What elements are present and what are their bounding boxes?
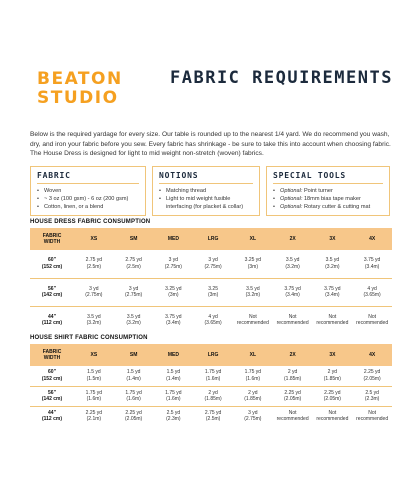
yardage-text: 3.75 yd bbox=[165, 313, 182, 320]
yardage-text: (1.85m) bbox=[204, 396, 222, 402]
yardage-cell bbox=[193, 406, 233, 426]
width-text: (152 cm) bbox=[41, 375, 63, 382]
yardage-cell bbox=[273, 278, 313, 306]
yardage-cell bbox=[154, 306, 194, 334]
yardage-text: 2.25 yd bbox=[363, 369, 381, 376]
yardage-cell bbox=[74, 306, 114, 334]
yardage-text: (2.3m) bbox=[364, 396, 380, 402]
yardage-text: (1.85m) bbox=[323, 375, 341, 382]
fabric-width-cell bbox=[30, 406, 74, 426]
yardage-text: (3.4m) bbox=[325, 292, 340, 298]
yardage-text: (3m) bbox=[207, 292, 219, 298]
yardage-cell bbox=[193, 366, 233, 386]
yardage-cell bbox=[233, 250, 273, 278]
yardage-cell bbox=[233, 306, 273, 334]
yardage-text: 3 yd bbox=[248, 409, 258, 416]
yardage-text: (3m) bbox=[247, 263, 259, 270]
yardage-text: (3.4m) bbox=[166, 320, 181, 327]
tool-name: Point turner bbox=[302, 188, 333, 194]
yardage-text: (3.65m) bbox=[204, 320, 222, 327]
yardage-text: 3 yd bbox=[89, 285, 99, 292]
special-tools-list bbox=[273, 187, 383, 211]
width-text: (112 cm) bbox=[41, 320, 62, 327]
brand-logo bbox=[37, 70, 123, 108]
yardage-text: (2.75m) bbox=[164, 263, 182, 270]
yardage-cell bbox=[193, 306, 233, 334]
tools-item bbox=[273, 187, 383, 195]
width-text: 44" bbox=[48, 313, 56, 320]
yardage-text: (2.5m) bbox=[86, 263, 102, 270]
yardage-text: (3.2m) bbox=[285, 263, 300, 270]
notions-item: • Light to mid weight fusible interfacing (for placket & collar) bbox=[159, 195, 253, 211]
yardage-cell bbox=[154, 250, 194, 278]
width-text: (152 cm) bbox=[41, 263, 63, 270]
yardage-text: (3m) bbox=[168, 292, 179, 298]
notions-box bbox=[152, 166, 260, 216]
yardage-cell bbox=[114, 250, 154, 278]
yardage-text: 3.25 yd bbox=[165, 285, 182, 292]
yardage-text: 4 yd bbox=[367, 285, 377, 292]
brand-line-2: STUDIO bbox=[37, 88, 119, 108]
yardage-text: 3.5 yd bbox=[126, 313, 141, 320]
header-text: WIDTH bbox=[43, 355, 61, 361]
yardage-text: 3.75 yd bbox=[284, 285, 301, 292]
yardage-text: 3.5 yd bbox=[285, 257, 300, 264]
fabric-box bbox=[30, 166, 146, 216]
yardage-text: 2 yd bbox=[327, 369, 338, 376]
yardage-cell bbox=[352, 386, 392, 406]
yardage-text: 3.75 yd bbox=[363, 257, 381, 264]
size-header: 3X bbox=[313, 344, 353, 366]
yardage-text: 2.5 yd bbox=[365, 389, 379, 396]
yardage-text: Not bbox=[288, 409, 297, 416]
size-header: XS bbox=[74, 228, 114, 250]
yardage-text: (1.6m) bbox=[205, 375, 221, 382]
table-header-row bbox=[30, 228, 392, 250]
notions-box-title: NOTIONS bbox=[159, 171, 253, 184]
fabric-width-cell bbox=[30, 250, 74, 278]
yardage-text: Not bbox=[368, 313, 377, 320]
yardage-text: (1.85m) bbox=[284, 375, 302, 382]
size-header: SM bbox=[114, 344, 154, 366]
yardage-cell bbox=[154, 278, 194, 306]
size-header: MED bbox=[154, 228, 194, 250]
yardage-text: (1.4m) bbox=[166, 375, 181, 382]
yardage-text: (2.5m) bbox=[205, 416, 221, 423]
yardage-text: (3.4m) bbox=[364, 263, 380, 270]
yardage-text: 1.5 yd bbox=[126, 369, 141, 376]
yardage-text: Not bbox=[288, 313, 297, 320]
yardage-cell bbox=[193, 278, 233, 306]
size-header: XL bbox=[233, 344, 273, 366]
yardage-text: 1.75 yd bbox=[244, 369, 262, 376]
yardage-cell bbox=[313, 366, 353, 386]
shirt-table-title: HOUSE SHIRT FABRIC CONSUMPTION bbox=[30, 335, 148, 341]
yardage-text: (1.4m) bbox=[126, 375, 141, 382]
yardage-cell bbox=[154, 406, 194, 426]
intro-paragraph: Below is the required yardage for every size. Our table is rounded up to the nearest 1/4 yard. We do recommend you wash, dry, and iron your fabric before you sew. Every fabric has shrinkage - be sure to take this into account when choosing fabric. The House Dress is designed for light to mid weight non-stretch (woven) fabrics. bbox=[30, 131, 391, 158]
yardage-cell bbox=[233, 366, 273, 386]
yardage-text: (2.3m) bbox=[166, 416, 181, 423]
fabric-item: • Cotton, linen, or a blend bbox=[37, 203, 139, 211]
yardage-cell bbox=[313, 278, 353, 306]
yardage-text: Not bbox=[328, 409, 337, 416]
width-text: 60" bbox=[48, 369, 56, 376]
yardage-text: 1.75 yd bbox=[165, 389, 182, 396]
yardage-text: (2.05m) bbox=[284, 396, 302, 402]
yardage-cell bbox=[74, 250, 114, 278]
yardage-cell bbox=[114, 406, 154, 426]
size-header: 4X bbox=[352, 228, 392, 250]
yardage-text: 2 yd bbox=[287, 369, 298, 376]
yardage-cell bbox=[74, 366, 114, 386]
yardage-cell bbox=[352, 406, 392, 426]
yardage-text: 1.5 yd bbox=[166, 369, 181, 376]
yardage-text: 2.25 yd bbox=[85, 409, 103, 416]
width-text: 44" bbox=[48, 409, 56, 416]
yardage-text: recommended bbox=[236, 320, 269, 327]
fabric-box-title: FABRIC bbox=[37, 171, 139, 184]
yardage-text: recommended bbox=[276, 320, 309, 327]
width-text: 60" bbox=[48, 257, 56, 264]
notions-list bbox=[159, 187, 253, 211]
size-header: MED bbox=[154, 344, 194, 366]
yardage-cell bbox=[193, 386, 233, 406]
table-row bbox=[30, 250, 392, 278]
special-tools-box bbox=[266, 166, 390, 216]
yardage-text: (3.2m) bbox=[325, 263, 340, 270]
yardage-cell bbox=[74, 406, 114, 426]
size-header: 4X bbox=[352, 344, 392, 366]
shirt-consumption-table bbox=[30, 344, 392, 426]
yardage-text: (1.85m) bbox=[244, 396, 262, 402]
yardage-text: 3.25 bbox=[208, 285, 218, 292]
yardage-cell bbox=[352, 366, 392, 386]
yardage-text: (1.6m) bbox=[245, 375, 261, 382]
yardage-cell bbox=[154, 386, 194, 406]
dress-table-title: HOUSE DRESS FABRIC CONSUMPTION bbox=[30, 219, 151, 225]
yardage-text: 3.5 yd bbox=[325, 257, 340, 264]
optional-label: Optional: bbox=[280, 188, 303, 194]
table-row bbox=[30, 386, 392, 406]
yardage-cell bbox=[114, 386, 154, 406]
yardage-text: (2.1m) bbox=[86, 416, 102, 423]
yardage-cell bbox=[313, 386, 353, 406]
header-text: FABRIC bbox=[42, 233, 62, 239]
yardage-cell bbox=[273, 306, 313, 334]
yardage-cell bbox=[313, 306, 353, 334]
table-row bbox=[30, 366, 392, 386]
yardage-text: (3.2m) bbox=[86, 320, 102, 327]
yardage-text: (2.75m) bbox=[85, 292, 103, 298]
size-header: 3X bbox=[313, 228, 353, 250]
yardage-text: Not bbox=[368, 409, 377, 416]
yardage-cell bbox=[154, 366, 194, 386]
yardage-text: 2.25 yd bbox=[125, 409, 142, 416]
header-text: FABRIC bbox=[42, 349, 62, 355]
yardage-text: (3.2m) bbox=[126, 320, 141, 327]
yardage-text: (2.05m) bbox=[363, 375, 381, 382]
yardage-text: (2.75m) bbox=[204, 263, 222, 270]
yardage-text: (1.6m) bbox=[166, 396, 181, 402]
yardage-text: 2.75 yd bbox=[125, 257, 142, 264]
tool-name: 18mm bias tape maker bbox=[302, 196, 361, 202]
tools-item bbox=[273, 195, 383, 203]
yardage-cell bbox=[352, 278, 392, 306]
fabric-item: • Woven bbox=[37, 187, 139, 195]
yardage-text: 1.75 yd bbox=[204, 369, 222, 376]
yardage-text: 3.25 yd bbox=[244, 257, 262, 264]
yardage-cell bbox=[233, 406, 273, 426]
fabric-width-cell bbox=[30, 386, 74, 406]
yardage-text: recommended bbox=[276, 416, 309, 423]
yardage-text: recommended bbox=[316, 416, 349, 423]
yardage-text: (2.05m) bbox=[323, 396, 341, 402]
yardage-text: 3.5 yd bbox=[246, 285, 260, 292]
brand-line-1: BEATON bbox=[37, 69, 123, 89]
width-text: 56" bbox=[48, 285, 56, 292]
yardage-cell bbox=[74, 386, 114, 406]
yardage-text: (1.6m) bbox=[86, 396, 102, 402]
yardage-text: 3.75 yd bbox=[324, 285, 341, 292]
fabric-width-cell bbox=[30, 306, 74, 334]
width-text: (112 cm) bbox=[41, 416, 62, 423]
special-tools-box-title: SPECIAL TOOLS bbox=[273, 171, 383, 184]
optional-label: Optional: bbox=[280, 196, 303, 202]
tools-item bbox=[273, 203, 383, 211]
yardage-text: (1.6m) bbox=[126, 396, 141, 402]
yardage-text: 2.25 yd bbox=[284, 389, 301, 396]
size-header: 2X bbox=[273, 228, 313, 250]
yardage-text: 2.75 yd bbox=[85, 257, 103, 264]
yardage-cell bbox=[313, 250, 353, 278]
yardage-cell bbox=[273, 366, 313, 386]
dress-consumption-table bbox=[30, 228, 392, 334]
yardage-text: 3 yd bbox=[128, 285, 139, 292]
table-row bbox=[30, 278, 392, 306]
yardage-cell bbox=[114, 306, 154, 334]
yardage-text: 1.75 yd bbox=[85, 389, 103, 396]
yardage-text: (2.75m) bbox=[125, 292, 143, 298]
yardage-cell bbox=[74, 278, 114, 306]
size-header: SM bbox=[114, 228, 154, 250]
fabric-list bbox=[37, 187, 139, 211]
yardage-text: recommended bbox=[356, 416, 389, 423]
optional-label: Optional: bbox=[280, 204, 303, 210]
page-title: FABRIC REQUIREMENTS bbox=[170, 68, 393, 88]
yardage-text: 3 yd bbox=[168, 257, 179, 264]
yardage-text: 3 yd bbox=[208, 257, 218, 264]
yardage-text: Not bbox=[248, 313, 257, 320]
yardage-cell bbox=[114, 278, 154, 306]
table-row bbox=[30, 406, 392, 426]
yardage-text: (1.5m) bbox=[86, 375, 102, 382]
yardage-text: 3.5 yd bbox=[87, 313, 101, 320]
yardage-text: 2 yd bbox=[208, 389, 218, 396]
yardage-text: Not bbox=[328, 313, 337, 320]
size-header: XS bbox=[74, 344, 114, 366]
yardage-text: 2.25 yd bbox=[324, 389, 341, 396]
size-header: LRG bbox=[193, 344, 233, 366]
yardage-cell bbox=[233, 386, 273, 406]
yardage-text: recommended bbox=[316, 320, 349, 327]
yardage-cell bbox=[114, 366, 154, 386]
width-text: (142 cm) bbox=[41, 396, 63, 402]
size-header: 2X bbox=[273, 344, 313, 366]
tool-name: Rotary cutter & cutting mat bbox=[302, 204, 371, 210]
notions-item: • Matching thread bbox=[159, 187, 253, 195]
yardage-text: (3.65m) bbox=[363, 292, 381, 298]
header-text: WIDTH bbox=[43, 239, 61, 245]
fabric-width-header bbox=[30, 344, 74, 366]
yardage-text: 2.5 yd bbox=[166, 409, 181, 416]
fabric-item: • ~ 3 oz (100 gsm) - 6 oz (200 gsm) bbox=[37, 195, 139, 203]
yardage-cell bbox=[273, 406, 313, 426]
yardage-cell bbox=[352, 306, 392, 334]
table-row bbox=[30, 306, 392, 334]
yardage-cell bbox=[273, 386, 313, 406]
fabric-width-cell bbox=[30, 366, 74, 386]
size-header: LRG bbox=[193, 228, 233, 250]
yardage-text: 4 yd bbox=[208, 313, 218, 320]
fabric-width-cell bbox=[30, 278, 74, 306]
yardage-cell bbox=[313, 406, 353, 426]
yardage-text: (3.4m) bbox=[285, 292, 300, 298]
yardage-text: (2.75m) bbox=[244, 416, 262, 423]
size-header: XL bbox=[233, 228, 273, 250]
yardage-text: 2 yd bbox=[248, 389, 258, 396]
yardage-text: (3.2m) bbox=[245, 292, 261, 298]
yardage-text: 1.75 yd bbox=[125, 389, 142, 396]
yardage-text: 1.5 yd bbox=[87, 369, 101, 376]
yardage-text: (2.05m) bbox=[125, 416, 143, 423]
width-text: 56" bbox=[48, 389, 56, 396]
fabric-width-header bbox=[30, 228, 74, 250]
width-text: (142 cm) bbox=[41, 292, 63, 298]
table-header-row bbox=[30, 344, 392, 366]
yardage-cell bbox=[273, 250, 313, 278]
yardage-text: 2.75 yd bbox=[204, 409, 222, 416]
yardage-cell bbox=[233, 278, 273, 306]
yardage-text: (2.5m) bbox=[126, 263, 141, 270]
yardage-cell bbox=[352, 250, 392, 278]
yardage-cell bbox=[193, 250, 233, 278]
yardage-text: recommended bbox=[356, 320, 389, 327]
